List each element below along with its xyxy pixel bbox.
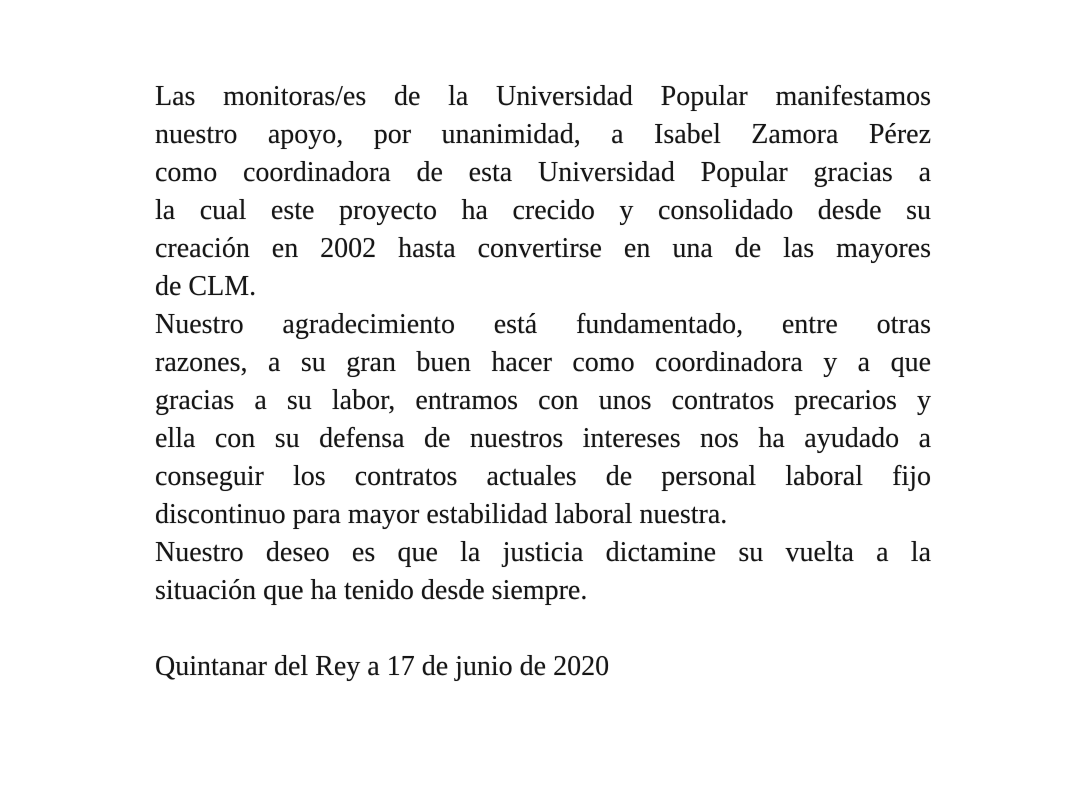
text-line: conseguir los contratos actuales de personal laboral fijo (155, 461, 931, 492)
text-line: gracias a su labor, entramos con unos contratos precarios y (155, 385, 931, 416)
date-line: Quintanar del Rey a 17 de junio de 2020 (155, 651, 610, 682)
text-line: Nuestro agradecimiento está fundamentado, entre otras (155, 309, 931, 340)
text-line: como coordinadora de esta Universidad Popular gracias a (155, 157, 931, 188)
text-line: situación que ha tenido desde siempre. (155, 575, 588, 606)
text-line: nuestro apoyo, por unanimidad, a Isabel Zamora Pérez (155, 119, 931, 150)
text-line: de CLM. (155, 271, 257, 302)
paragraph-gratitude (155, 306, 931, 534)
text-line: Nuestro deseo es que la justicia dictamine su vuelta a la (155, 537, 931, 568)
text-line: Las monitoras/es de la Universidad Popular manifestamos (155, 81, 931, 112)
text-line: ella con su defensa de nuestros intereses nos ha ayudado a (155, 423, 931, 454)
text-line: razones, a su gran buen hacer como coordinadora y a que (155, 347, 931, 378)
letter-body (155, 78, 931, 686)
paragraph-support (155, 78, 931, 306)
text-line: discontinuo para mayor estabilidad laboral nuestra. (155, 499, 728, 530)
paragraph-wish (155, 534, 931, 610)
text-line: la cual este proyecto ha crecido y consolidado desde su (155, 195, 931, 226)
text-line: creación en 2002 hasta convertirse en una de las mayores (155, 233, 931, 264)
